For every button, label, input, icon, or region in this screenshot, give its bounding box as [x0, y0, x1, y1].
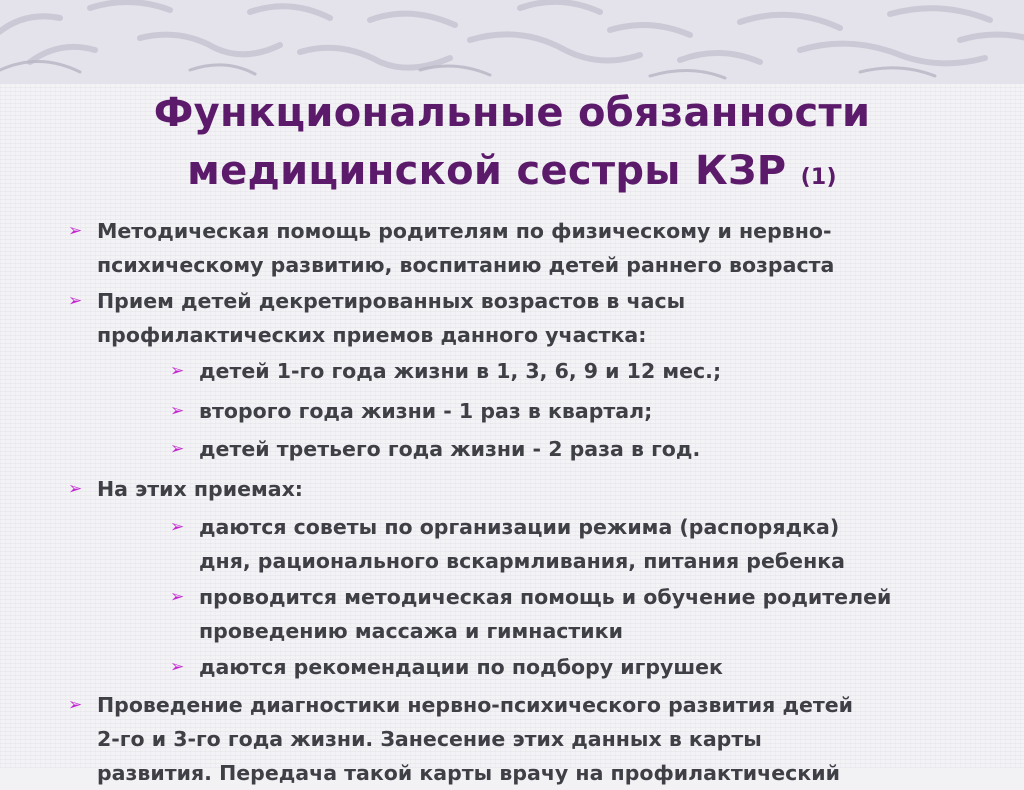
bullet-arrow-icon: ➢: [68, 291, 83, 311]
bullet-arrow-icon: ➢: [68, 695, 83, 715]
list-item-line: развития. Передача такой карты врачу на профилактический: [97, 761, 840, 785]
sub-list-item: [199, 510, 845, 578]
title-suffix: (1): [800, 165, 837, 190]
sub-list-item: [199, 650, 723, 684]
sub-list-item: [199, 580, 891, 648]
bullet-arrow-icon: ➢: [68, 221, 83, 241]
list-item-line: детей 1-го года жизни в 1, 3, 6, 9 и 12 мес.;: [199, 359, 722, 383]
list-item-line: психическому развитию, воспитанию детей раннего возраста: [97, 253, 835, 277]
list-item-line: дня, рационального вскармливания, питания ребенка: [199, 549, 845, 573]
sub-bullet-arrow-icon: ➢: [170, 439, 185, 459]
list-item-line: проведению массажа и гимнастики: [199, 619, 623, 643]
list-item: [97, 472, 303, 506]
bullet-arrow-icon: ➢: [68, 479, 83, 499]
list-item: [97, 284, 685, 352]
list-item: [97, 688, 853, 790]
list-item-line: На этих приемах:: [97, 477, 304, 501]
sub-bullet-arrow-icon: ➢: [170, 517, 185, 537]
list-item-line: 2-го и 3-го года жизни. Занесение этих данных в карты: [97, 727, 762, 751]
sub-bullet-arrow-icon: ➢: [170, 587, 185, 607]
list-item-line: детей третьего года жизни - 2 раза в год.: [199, 437, 701, 461]
sub-bullet-arrow-icon: ➢: [170, 657, 185, 677]
title-line-1: Функциональные обязанности: [153, 90, 871, 136]
sub-bullet-arrow-icon: ➢: [170, 401, 185, 421]
sub-list-item: [199, 394, 652, 428]
list-item-line: профилактических приемов данного участка:: [97, 323, 647, 347]
list-item-line: даются советы по организации режима (распорядка): [199, 515, 840, 539]
list-item-line: второго года жизни - 1 раз в квартал;: [199, 399, 653, 423]
sub-list-item: [199, 432, 700, 466]
list-item: [97, 214, 834, 282]
sub-list-item: [199, 354, 721, 388]
title-line-2-text: медицинской сестры КЗР: [187, 148, 787, 194]
list-item-line: проводится методическая помощь и обучение родителей: [199, 585, 892, 609]
list-item-line: Методическая помощь родителям по физическому и нервно-: [97, 219, 832, 243]
list-item-line: даются рекомендации по подбору игрушек: [199, 655, 723, 679]
list-item-line: Проведение диагностики нервно-психического развития детей: [97, 693, 854, 717]
list-item-line: Прием детей декретированных возрастов в часы: [97, 289, 686, 313]
sub-bullet-arrow-icon: ➢: [170, 361, 185, 381]
